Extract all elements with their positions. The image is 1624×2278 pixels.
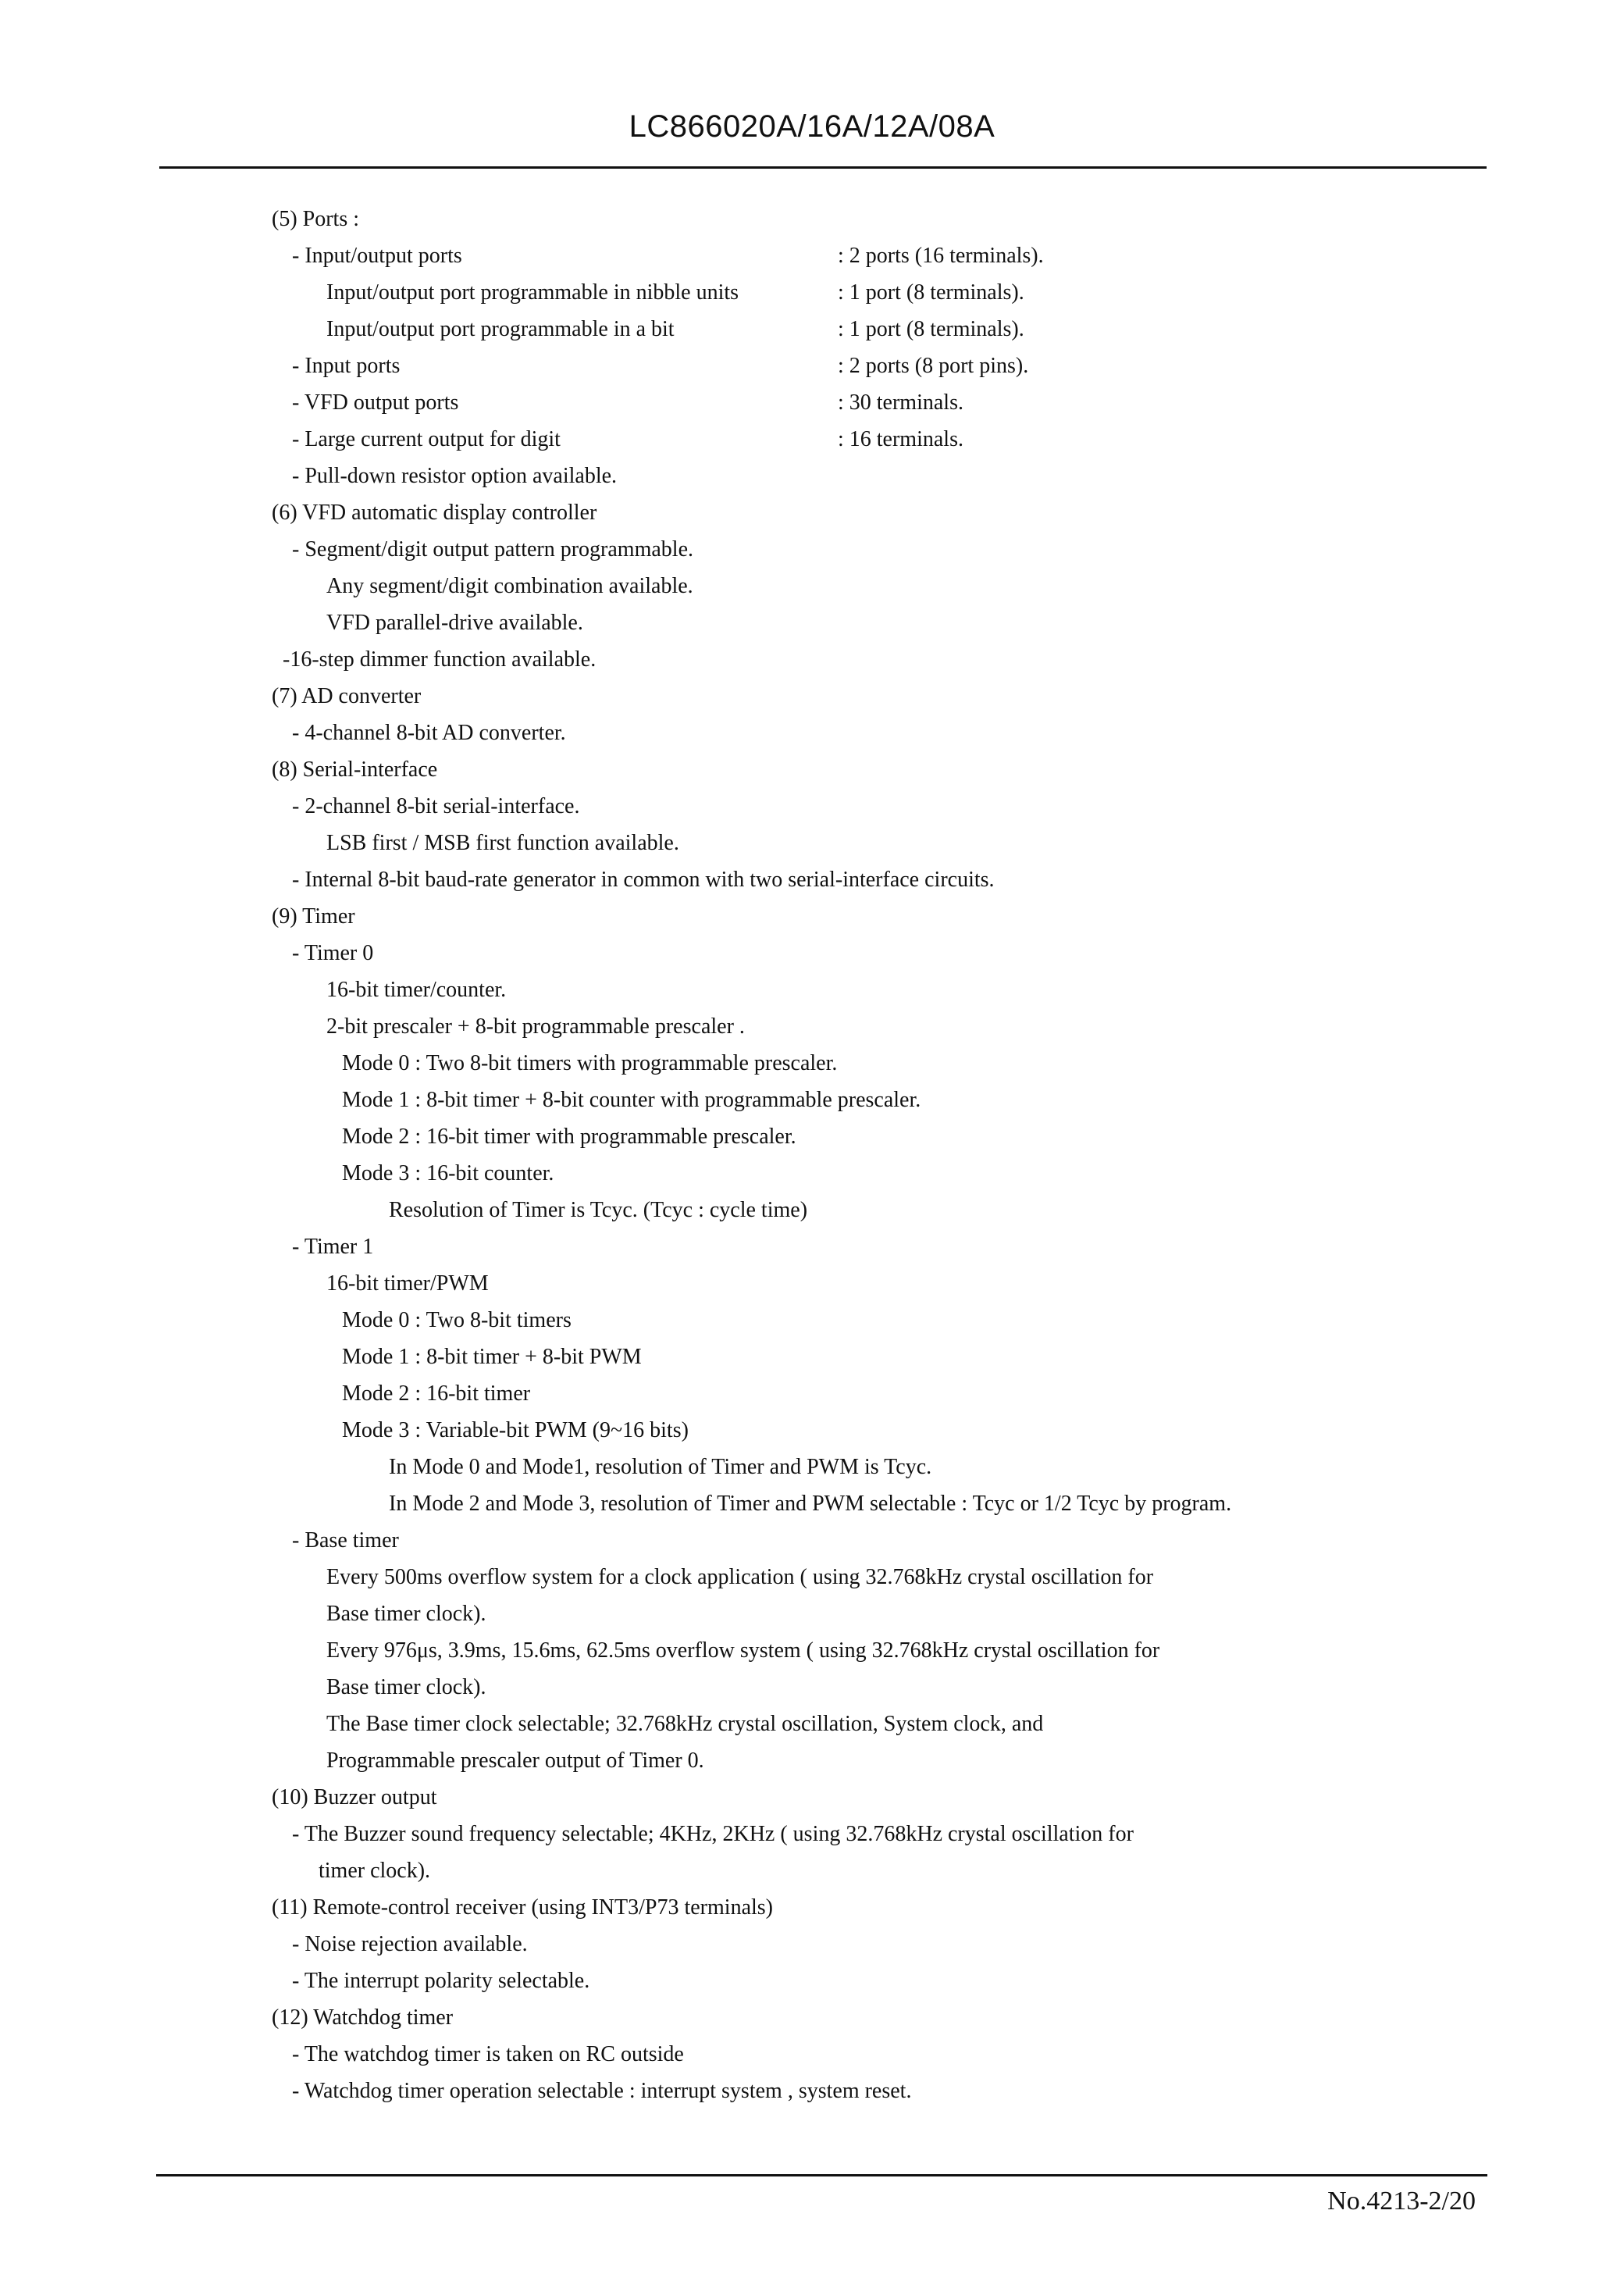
line-text: 16-bit timer/PWM	[326, 1271, 489, 1296]
spec-line	[272, 1673, 1490, 1709]
spec-line	[272, 608, 1490, 645]
line-text: - Pull-down resistor option available.	[292, 464, 618, 488]
line-text: - Segment/digit output pattern programmable.	[292, 537, 693, 561]
section-heading-vfd	[272, 498, 1490, 535]
line-text: (9) Timer	[272, 904, 355, 929]
line-text: Base timer clock).	[326, 1602, 486, 1626]
line-text: Mode 3 : Variable-bit PWM (9~16 bits)	[342, 1418, 689, 1442]
spec-line	[272, 1599, 1490, 1636]
section-heading-timer	[272, 902, 1490, 939]
spec-line	[272, 975, 1490, 1012]
spec-line	[272, 241, 1490, 278]
line-text: - 2-channel 8-bit serial-interface.	[292, 794, 580, 818]
spec-line	[272, 1122, 1490, 1159]
line-text: Mode 2 : 16-bit timer with programmable prescaler.	[342, 1125, 796, 1149]
spec-line	[272, 572, 1490, 608]
spec-line	[272, 1342, 1490, 1379]
spec-line	[272, 1306, 1490, 1342]
line-text: - The Buzzer sound frequency selectable; 4KHz, 2KHz ( using 32.768kHz crystal oscillation for	[292, 1822, 1134, 1846]
line-text: Every 500ms overflow system for a clock application ( using 32.768kHz crystal oscillation for	[326, 1565, 1154, 1589]
line-text: 16-bit timer/counter.	[326, 978, 507, 1002]
line-text: - 4-channel 8-bit AD converter.	[292, 721, 566, 745]
line-text: - VFD output ports	[292, 390, 459, 415]
line-text: Base timer clock).	[326, 1675, 486, 1699]
header-rule	[159, 166, 1487, 169]
line-text: - Input ports	[292, 354, 401, 378]
spec-line	[272, 1930, 1490, 1966]
line-text: - Internal 8-bit baud-rate generator in common with two serial-interface circuits.	[292, 868, 995, 892]
line-value: : 16 terminals.	[838, 427, 963, 451]
line-text: Input/output port programmable in nibble units	[326, 280, 739, 305]
line-text: (11) Remote-control receiver (using INT3/P73 terminals)	[272, 1895, 773, 1920]
page-number: No.4213-2/20	[1327, 2187, 1476, 2216]
line-text: Mode 1 : 8-bit timer + 8-bit PWM	[342, 1345, 642, 1369]
spec-line	[272, 388, 1490, 425]
spec-line	[272, 278, 1490, 315]
section-heading-ad	[272, 682, 1490, 718]
spec-line	[272, 425, 1490, 462]
line-text: Every 976μs, 3.9ms, 15.6ms, 62.5ms overflow system ( using 32.768kHz crystal oscillation for	[326, 1638, 1160, 1663]
spec-line	[272, 1746, 1490, 1783]
spec-line	[272, 718, 1490, 755]
line-text: Input/output port programmable in a bit	[326, 317, 675, 341]
line-text: Mode 1 : 8-bit timer + 8-bit counter with programmable prescaler.	[342, 1088, 921, 1112]
spec-line	[272, 1012, 1490, 1049]
spec-line	[272, 1563, 1490, 1599]
spec-line	[272, 1232, 1490, 1269]
line-text: In Mode 2 and Mode 3, resolution of Timer and PWM selectable : Tcyc or 1/2 Tcyc by program.	[389, 1492, 1232, 1516]
line-value: : 1 port (8 terminals).	[838, 317, 1024, 341]
line-text: (10) Buzzer output	[272, 1785, 437, 1809]
line-text: (7) AD converter	[272, 684, 422, 708]
spec-line	[272, 645, 1490, 682]
spec-line	[272, 351, 1490, 388]
line-text: -16-step dimmer function available.	[283, 647, 597, 672]
spec-line	[272, 2077, 1490, 2113]
section-heading-ports	[272, 205, 1490, 241]
line-text: Programmable prescaler output of Timer 0.	[326, 1749, 704, 1773]
spec-line	[272, 1709, 1490, 1746]
spec-line	[272, 1416, 1490, 1453]
line-text: Resolution of Timer is Tcyc. (Tcyc : cycle time)	[389, 1198, 808, 1222]
line-value: : 30 terminals.	[838, 390, 963, 415]
spec-line	[272, 939, 1490, 975]
spec-line	[272, 2040, 1490, 2077]
spec-line	[272, 1196, 1490, 1232]
spec-line	[272, 1526, 1490, 1563]
line-text: LSB first / MSB first function available.	[326, 831, 679, 855]
spec-line	[272, 462, 1490, 498]
spec-line	[272, 535, 1490, 572]
section-heading-remote	[272, 1893, 1490, 1930]
line-text: (12) Watchdog timer	[272, 2005, 454, 2030]
line-text: Mode 3 : 16-bit counter.	[342, 1161, 554, 1185]
spec-line	[272, 1159, 1490, 1196]
footer-rule	[156, 2174, 1487, 2176]
spec-line	[272, 1489, 1490, 1526]
line-text: (8) Serial-interface	[272, 758, 438, 782]
spec-line	[272, 315, 1490, 351]
spec-line	[272, 1086, 1490, 1122]
line-value: : 2 ports (16 terminals).	[838, 244, 1044, 268]
line-text: (5) Ports :	[272, 207, 359, 231]
line-text: - Watchdog timer operation selectable : interrupt system , system reset.	[292, 2079, 912, 2103]
line-value: : 1 port (8 terminals).	[838, 280, 1024, 305]
line-text: - Noise rejection available.	[292, 1932, 528, 1956]
line-text: timer clock).	[319, 1859, 431, 1883]
line-text: 2-bit prescaler + 8-bit programmable prescaler .	[326, 1014, 745, 1039]
line-text: - Timer 0	[292, 941, 374, 965]
line-text: - Large current output for digit	[292, 427, 561, 451]
line-text: - Base timer	[292, 1528, 399, 1553]
line-text: Any segment/digit combination available.	[326, 574, 693, 598]
spec-body	[272, 205, 1490, 2113]
section-heading-serial	[272, 755, 1490, 792]
line-value: : 2 ports (8 port pins).	[838, 354, 1029, 378]
line-text: Mode 0 : Two 8-bit timers	[342, 1308, 572, 1332]
line-text: The Base timer clock selectable; 32.768kHz crystal oscillation, System clock, and	[326, 1712, 1044, 1736]
spec-line	[272, 792, 1490, 829]
spec-line	[272, 1856, 1490, 1893]
spec-line	[272, 1049, 1490, 1086]
line-text: - Input/output ports	[292, 244, 462, 268]
line-text: Mode 0 : Two 8-bit timers with programmable prescaler.	[342, 1051, 838, 1075]
line-text: - The interrupt polarity selectable.	[292, 1969, 590, 1993]
line-text: Mode 2 : 16-bit timer	[342, 1381, 531, 1406]
document-header-title: LC866020A/16A/12A/08A	[629, 109, 995, 144]
spec-line	[272, 1453, 1490, 1489]
line-text: - Timer 1	[292, 1235, 374, 1259]
spec-line	[272, 865, 1490, 902]
line-text: In Mode 0 and Mode1, resolution of Timer and PWM is Tcyc.	[389, 1455, 932, 1479]
spec-line	[272, 1820, 1490, 1856]
line-text: VFD parallel-drive available.	[326, 611, 583, 635]
section-heading-watchdog	[272, 2003, 1490, 2040]
spec-line	[272, 1269, 1490, 1306]
spec-line	[272, 1636, 1490, 1673]
spec-line	[272, 1966, 1490, 2003]
spec-line	[272, 829, 1490, 865]
line-text: - The watchdog timer is taken on RC outside	[292, 2042, 684, 2066]
line-text: (6) VFD automatic display controller	[272, 501, 597, 525]
spec-line	[272, 1379, 1490, 1416]
section-heading-buzzer	[272, 1783, 1490, 1820]
